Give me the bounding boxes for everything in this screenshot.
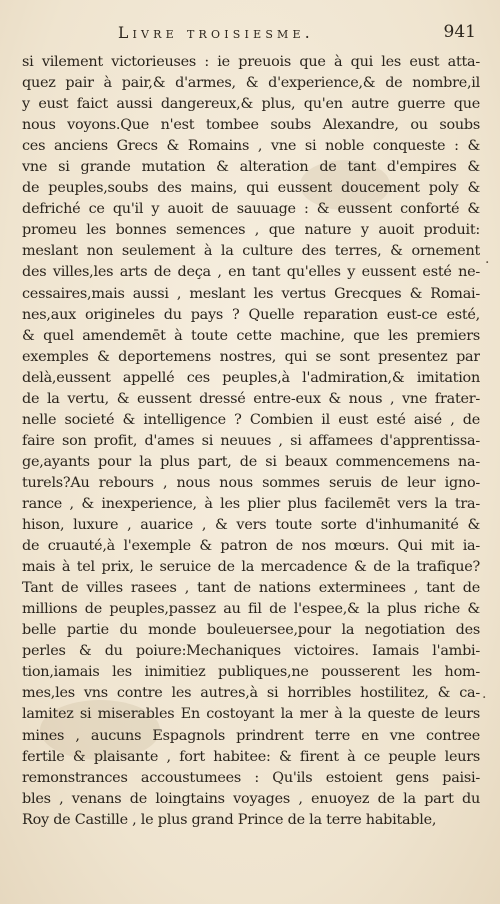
text-line: ces anciens Grecs & Romains , vne si noble conqueste : & bbox=[22, 138, 480, 155]
text-line: exemples & deportemens nostres, qui se sont presentez par bbox=[22, 348, 480, 365]
text-line: de cruauté,à l'exemple & patron de nos mœurs. Qui mit ia- bbox=[22, 538, 480, 555]
text-line: hison, luxure , auarice , & vers toute sorte d'inhumanité & bbox=[22, 517, 480, 534]
text-line: remonstrances accoustumees : Qu'ils estoient gens paisi- bbox=[22, 769, 480, 786]
text-line: mines , aucuns Espagnols prindrent terre en vne contree bbox=[22, 727, 480, 744]
text-line: mais à tel prix, le seruice de la mercadence & de la trafique? bbox=[22, 559, 480, 576]
text-line: fertile & plaisante , fort habitee: & firent à ce peuple leurs bbox=[22, 748, 480, 765]
text-line: si vilement victorieuses : ie preuois que à qui les eust atta- bbox=[22, 54, 480, 70]
text-line: Roy de Castille , le plus grand Prince de la terre habitable, bbox=[22, 811, 437, 828]
text-line: promeu les bonnes semences , que nature y auoit produit: bbox=[22, 222, 480, 239]
text-line: meslant non seulement à la culture des terres, & ornement bbox=[22, 243, 480, 260]
text-line: nous voyons.Que n'est tombee soubs Alexandre, ou soubs bbox=[22, 117, 480, 134]
margin-dot: · bbox=[482, 690, 487, 706]
text-line: de la vertu, & eussent dressé entre-eux & nous , vne frater- bbox=[22, 390, 480, 407]
text-line: ge,ayants pour la plus part, de si beaux commencemens na- bbox=[22, 453, 480, 470]
text-line: des villes,les arts de deça , en tant qu'elles y eussent esté ne- bbox=[22, 264, 480, 281]
text-line: bles , venans de loingtains voyages , enuoyez de la part du bbox=[22, 790, 480, 807]
text-line: quez pair à pair,& d'armes, & d'experience,& de nombre,il bbox=[22, 75, 480, 92]
text-line: Tant de villes rasees , tant de nations exterminees , tant de bbox=[22, 580, 480, 597]
text-line: faire son profit, d'ames si neuues , si affamees d'apprentissa- bbox=[22, 432, 480, 449]
text-line: delà,eussent appellé ces peuples,à l'admiration,& imitation bbox=[22, 369, 480, 386]
text-line: turels?Au rebours , nous nous sommes seruis de leur igno- bbox=[22, 474, 480, 491]
text-line: perles & du poiure:Mechaniques victoires. Iamais l'ambi- bbox=[22, 643, 480, 660]
body-text bbox=[22, 52, 480, 831]
text-line: lamitez si miserables En costoyant la mer à la queste de leurs bbox=[22, 706, 480, 723]
text-line: nelle societé & intelligence ? Combien il eust esté aisé , de bbox=[22, 411, 480, 428]
running-title: Livre troisiesme. bbox=[118, 24, 314, 42]
text-line: cessaires,mais aussi , meslant les vertus Grecques & Romai- bbox=[22, 285, 480, 302]
margin-dot: · bbox=[485, 255, 490, 271]
text-line: rance , & inexperience, à les plier plus facilemēt vers la tra- bbox=[22, 495, 480, 512]
text-line: millions de peuples,passez au fil de l'espee,& la plus riche & bbox=[22, 601, 480, 618]
page-number: 941 bbox=[443, 22, 476, 42]
text-line: tion,iamais les inimitiez publiques,ne pousserent les hom- bbox=[22, 664, 480, 681]
text-line: defriché ce qu'il y auoit de sauuage : & eussent conforté & bbox=[22, 201, 480, 218]
text-line: belle partie du monde bouleuersee,pour la negotiation des bbox=[22, 622, 480, 639]
text-line: de peuples,soubs des mains, qui eussent doucement poly & bbox=[22, 180, 480, 197]
text-line: vne si grande mutation & alteration de tant d'empires & bbox=[22, 159, 480, 176]
text-line: y eust faict aussi dangereux,& plus, qu'en autre guerre que bbox=[22, 96, 480, 113]
text-line: mes,les vns contre les autres,à si horribles hostilitez, & ca- bbox=[22, 685, 480, 702]
running-head bbox=[22, 24, 476, 48]
text-line: & quel amendemēt à toute cette machine, que les premiers bbox=[22, 327, 480, 344]
text-line: nes,aux origineles du pays ? Quelle reparation eust-ce esté, bbox=[22, 306, 480, 323]
